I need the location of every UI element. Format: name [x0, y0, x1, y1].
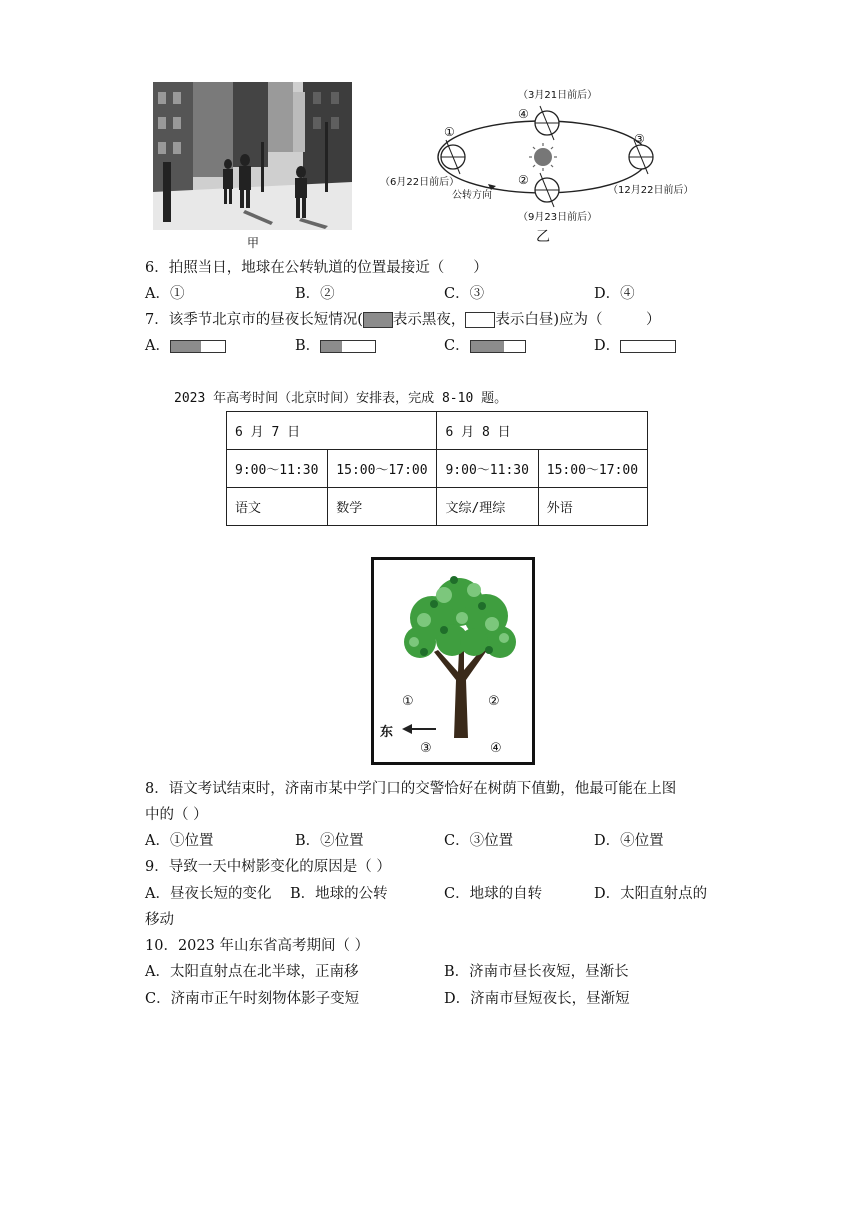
q7-option-d-label: D．: [594, 338, 621, 354]
orbit-date-1: （6月22日前后）: [380, 177, 460, 188]
q7-option-a: [145, 336, 226, 356]
q7-bar-d: [620, 340, 676, 353]
question-6: 6．拍照当日，地球在公转轨道的位置最接近（ ）: [145, 260, 488, 276]
q10-option-a: A．太阳直射点在北半球，正南移: [145, 964, 359, 980]
schedule-time-3: 9:00～11:30: [437, 450, 538, 488]
tree-pos-2: ②: [488, 694, 500, 709]
street-photo-illustration: [153, 82, 352, 230]
tree-figure: [371, 557, 535, 765]
table-row: [227, 450, 648, 488]
q6-option-a: A．①: [145, 286, 185, 302]
q7-option-c-label: C．: [444, 338, 470, 354]
orbit-pos-4: ④: [518, 107, 529, 121]
question-8-line-1: 8．语文考试结束时，济南市某中学门口的交警恰好在树荫下值勤，他最可能在上图: [145, 781, 677, 797]
orbit-date-4: （3月21日前后）: [518, 90, 598, 101]
q9-option-d-wrap: 移动: [145, 912, 174, 928]
q6-option-c: C．③: [444, 286, 485, 302]
q7-text-a: 7．该季节北京市的昼夜长短情况(: [145, 312, 363, 328]
sun-icon: [529, 143, 557, 171]
q7-option-b-label: B．: [295, 338, 321, 354]
schedule-day-1: 6 月 7 日: [227, 412, 437, 450]
q7-bar-a: [170, 340, 226, 353]
tree-pos-1: ①: [402, 694, 414, 709]
schedule-day-2: 6 月 8 日: [437, 412, 648, 450]
tree-pos-4: ④: [490, 741, 502, 756]
q9-option-c: C．地球的自转: [444, 886, 543, 902]
question-9: 9．导致一天中树影变化的原因是（ ）: [145, 859, 391, 875]
q7-option-d: [594, 336, 676, 356]
day-swatch: [465, 312, 495, 328]
schedule-time-1: 9:00～11:30: [227, 450, 328, 488]
q7-bar-b: [320, 340, 376, 353]
orbit-direction-label: 公转方向: [452, 190, 492, 201]
q6-option-d: D．④: [594, 286, 635, 302]
question-7: [145, 310, 661, 330]
q6-option-b: B．②: [295, 286, 335, 302]
schedule-time-4: 15:00～17:00: [538, 450, 647, 488]
orbit-pos-3: ③: [634, 132, 645, 146]
schedule-time-2: 15:00～17:00: [328, 450, 437, 488]
schedule-subject-1: 语文: [227, 488, 328, 526]
orbit-date-3: （12月22日前后）: [608, 185, 694, 196]
q7-option-c: [444, 336, 526, 356]
orbit-date-2: （9月23日前后）: [518, 212, 598, 223]
tree-pos-3: ③: [420, 741, 432, 756]
q8-option-c: C．③位置: [444, 833, 514, 849]
q10-option-d: D．济南市昼短夜长，昼渐短: [444, 991, 630, 1007]
q9-option-b: B．地球的公转: [290, 886, 388, 902]
table-row: [227, 488, 648, 526]
q7-bar-b-night: [321, 341, 342, 352]
schedule-subject-2: 数学: [328, 488, 437, 526]
q8-option-a: A．①位置: [145, 833, 214, 849]
orbit-diagram: [378, 80, 708, 245]
schedule-intro: 2023 年高考时间（北京时间）安排表，完成 8-10 题。: [174, 391, 508, 406]
question-8-line-2: 中的（ ）: [145, 807, 208, 823]
table-row: [227, 412, 648, 450]
q7-bar-a-night: [171, 341, 201, 352]
orbit-pos-1: ①: [444, 125, 455, 139]
schedule-subject-4: 外语: [538, 488, 647, 526]
schedule-subject-3: 文综/理综: [437, 488, 538, 526]
east-arrow-icon: [402, 724, 412, 734]
q7-option-a-label: A．: [145, 338, 170, 354]
night-swatch: [363, 312, 393, 328]
street-photo: [153, 82, 352, 230]
q7-text-c: 表示白昼)应为（ ）: [495, 312, 661, 328]
q9-option-d: D．太阳直射点的: [594, 886, 708, 902]
question-10: 10．2023 年山东省高考期间（ ）: [145, 938, 370, 954]
q10-option-c: C．济南市正午时刻物体影子变短: [145, 991, 360, 1007]
q8-option-d: D．④位置: [594, 833, 664, 849]
schedule-table: [226, 411, 648, 526]
photo-caption: 甲: [247, 236, 260, 250]
q9-option-a: A．昼夜长短的变化: [145, 886, 272, 902]
orbit-caption: 乙: [536, 229, 550, 245]
q7-bar-c: [470, 340, 526, 353]
q10-option-b: B．济南市昼长夜短，昼渐长: [444, 964, 629, 980]
q7-text-b: 表示黑夜，: [392, 312, 466, 328]
q7-bar-c-night: [471, 341, 504, 352]
east-label: 东: [380, 725, 394, 740]
q7-option-b: [295, 336, 376, 356]
tree-icon: [374, 560, 532, 762]
orbit-pos-2: ②: [518, 173, 529, 187]
q8-option-b: B．②位置: [295, 833, 364, 849]
